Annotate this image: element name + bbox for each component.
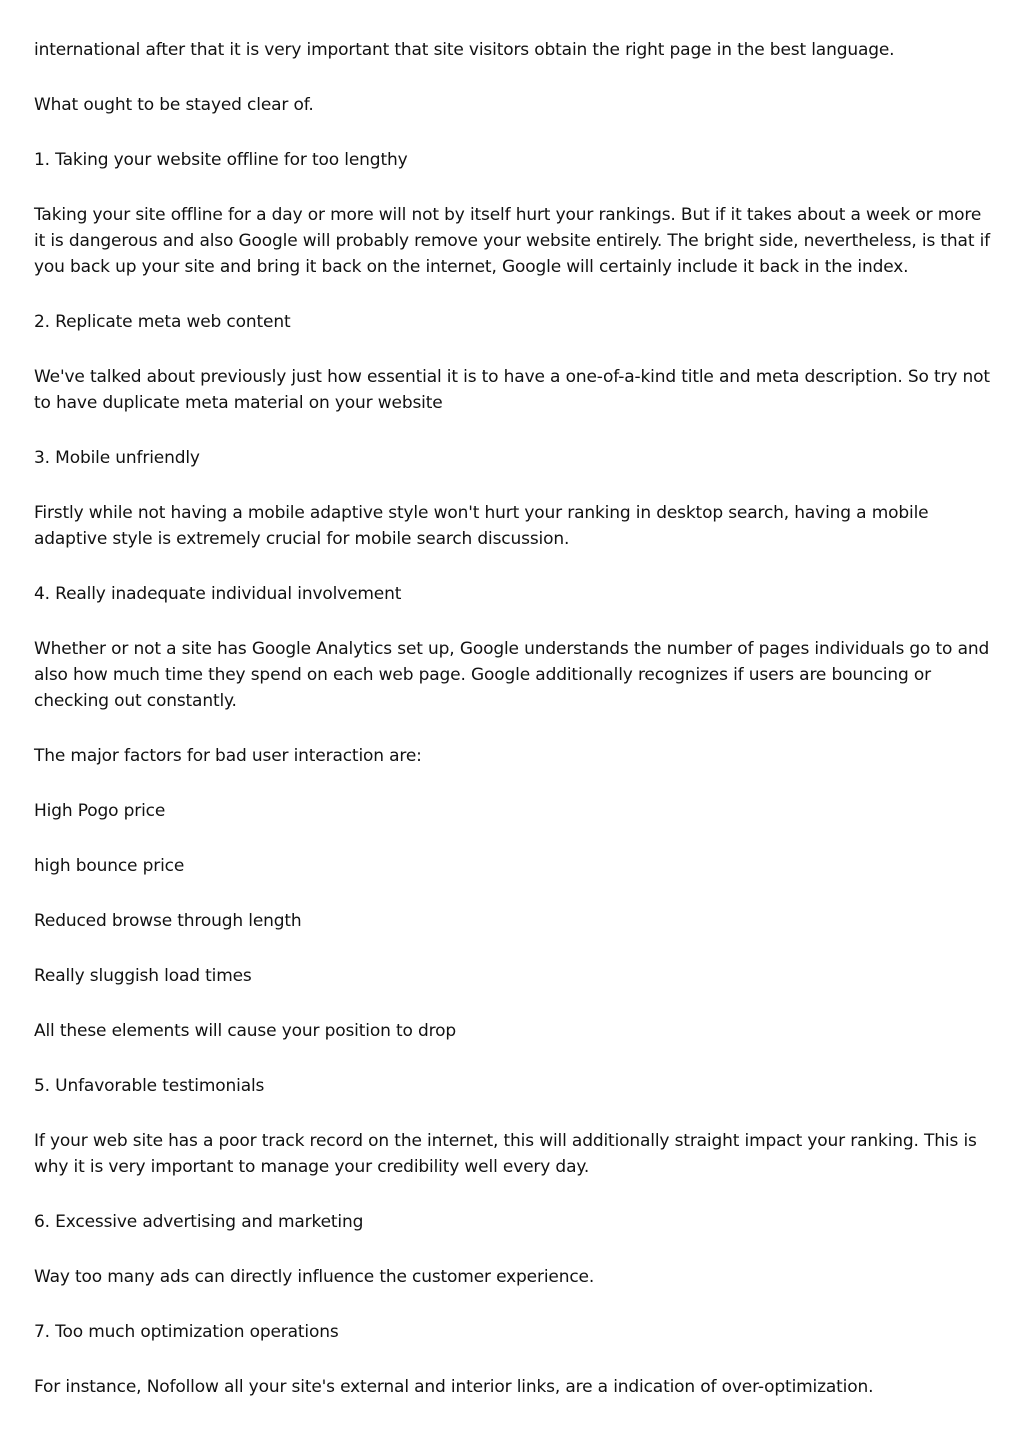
factor-load-times: Really sluggish load times bbox=[34, 966, 252, 986]
heading-1-offline: 1. Taking your website offline for too lengthy bbox=[34, 150, 408, 170]
factor-bounce: high bounce price bbox=[34, 856, 185, 876]
document-body bbox=[34, 37, 994, 1429]
paragraph-intro-continuation: international after that it is very important that site visitors obtain the right page in the best language. bbox=[34, 40, 895, 60]
paragraph-mobile: Firstly while not having a mobile adaptive style won't hurt your ranking in desktop search, having a mobile adaptive style is extremely crucial for mobile search discussion. bbox=[34, 503, 929, 549]
paragraph-testimonials: If your web site has a poor track record on the internet, this will additionally straight impact your ranking. This is why it is very important to manage your credibility well every day. bbox=[34, 1131, 977, 1177]
heading-3-mobile: 3. Mobile unfriendly bbox=[34, 448, 200, 468]
paragraph-optimization: For instance, Nofollow all your site's external and interior links, are a indication of over-optimization. bbox=[34, 1377, 874, 1397]
factor-pogo: High Pogo price bbox=[34, 801, 166, 821]
paragraph-major-factors: The major factors for bad user interaction are: bbox=[34, 746, 422, 766]
paragraph-involvement: Whether or not a site has Google Analytics set up, Google understands the number of pages individuals go to and also how much time they spend on each web page. Google additionally recognizes if users are bouncing or checking out constantly. bbox=[34, 639, 990, 711]
heading-4-involvement: 4. Really inadequate individual involvement bbox=[34, 584, 402, 604]
heading-5-testimonials: 5. Unfavorable testimonials bbox=[34, 1076, 265, 1096]
heading-2-duplicate-meta: 2. Replicate meta web content bbox=[34, 312, 291, 332]
paragraph-position-drop: All these elements will cause your position to drop bbox=[34, 1021, 456, 1041]
heading-7-optimization: 7. Too much optimization operations bbox=[34, 1322, 339, 1342]
paragraph-what-to-avoid: What ought to be stayed clear of. bbox=[34, 95, 314, 115]
factor-browse-length: Reduced browse through length bbox=[34, 911, 302, 931]
heading-6-advertising: 6. Excessive advertising and marketing bbox=[34, 1212, 364, 1232]
paragraph-duplicate-meta: We've talked about previously just how essential it is to have a one-of-a-kind title and meta description. So try not to have duplicate meta material on your website bbox=[34, 367, 990, 413]
paragraph-offline: Taking your site offline for a day or more will not by itself hurt your rankings. But if it takes about a week or more it is dangerous and also Google will probably remove your website entirely. The bright side, nevertheless, is that if you back up your site and bring it back on the internet, Google will certainly include it back in the index. bbox=[34, 205, 990, 277]
paragraph-advertising: Way too many ads can directly influence the customer experience. bbox=[34, 1267, 595, 1287]
